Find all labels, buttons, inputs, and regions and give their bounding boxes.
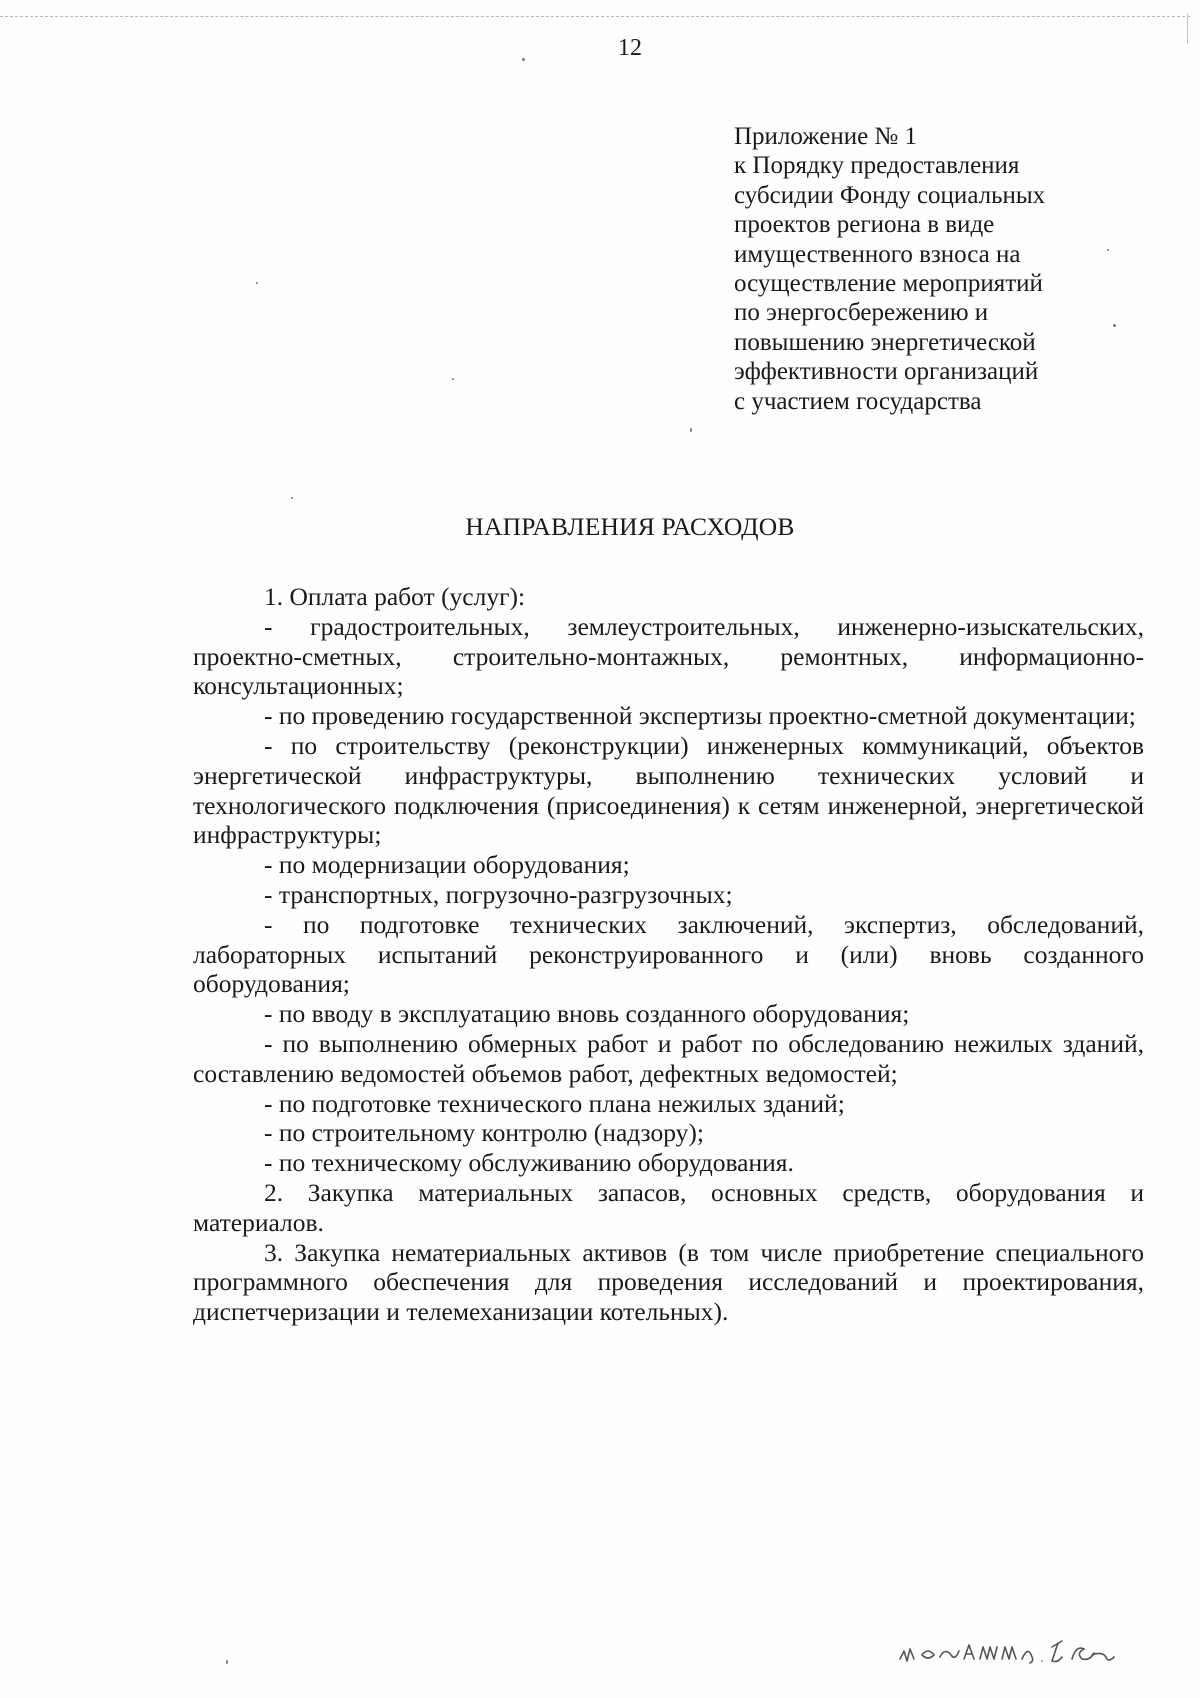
appendix-line: субсидии Фонду социальных	[734, 181, 1046, 209]
list-item: - градостроительных, землеустроительных, инженерно-изыскательских, проектно-сметных, строительно-монтажных, ремонтных, информационно-консультационных;	[193, 611, 1144, 701]
appendix-line: эффективности организаций	[734, 358, 1039, 386]
list-item: - по модернизации оборудования;	[264, 850, 630, 880]
list-item: - по подготовке технических заключений, экспертиз, обследований, лабораторных испытаний реконструированного и (или) вновь созданного оборудования;	[193, 909, 1144, 999]
list-item: - по строительному контролю (надзору);	[264, 1118, 704, 1148]
appendix-line: Приложение № 1	[734, 123, 918, 150]
list-item: - по подготовке технического плана нежилых зданий;	[264, 1088, 845, 1118]
scan-speck	[522, 58, 525, 61]
section-heading: 2. Закупка материальных запасов, основных средств, оборудования и материалов.	[193, 1177, 1144, 1237]
appendix-line: по энергосбережению и	[734, 299, 989, 327]
list-item: - по проведению государственной экспертизы проектно-сметной документации;	[264, 701, 1136, 731]
list-item: - по строительству (реконструкции) инженерных коммуникаций, объектов энергетической инфраструктуры, выполнению технических условий и технологического подключения (присоединения) к сетям инженерной, энергетической инфраструктуры;	[193, 730, 1144, 850]
scan-speck	[1107, 249, 1109, 251]
appendix-header	[734, 122, 1154, 416]
appendix-line: имущественного взноса на	[734, 240, 1021, 268]
list-item: - по выполнению обмерных работ и работ по обследованию нежилых зданий, составлению ведомостей объемов работ, дефектных ведомостей;	[193, 1028, 1144, 1088]
list-item: - транспортных, погрузочно-разгрузочных;	[264, 879, 733, 909]
scan-speck	[256, 282, 258, 284]
scan-top-edge	[0, 16, 1190, 17]
scan-speck	[1113, 324, 1116, 327]
handwritten-signature-icon	[896, 1625, 1156, 1675]
section-heading: 1. Оплата работ (услуг):	[264, 582, 526, 611]
appendix-line: проектов региона в виде	[734, 211, 995, 239]
list-item: - по техническому обслуживанию оборудования.	[264, 1148, 794, 1178]
list-item: - по вводу в эксплуатацию вновь созданного оборудования;	[264, 999, 910, 1029]
scan-speck	[291, 497, 293, 499]
section-heading: 3. Закупка нематериальных активов (в том числе приобретение специального программного обеспечения для проведения исследований и проектирования, диспетчеризации и телемеханизации котельных).	[193, 1237, 1144, 1327]
scan-speck	[452, 378, 454, 380]
appendix-line: с участием государства	[734, 387, 982, 415]
appendix-line: осуществление мероприятий	[734, 270, 1043, 298]
appendix-line: повышению энергетической	[734, 328, 1036, 356]
document-body	[193, 582, 1144, 1327]
appendix-line: к Порядку предоставления	[734, 152, 1020, 180]
scan-speck	[226, 1660, 228, 1664]
page-number: 12	[618, 35, 642, 61]
scan-speck	[690, 428, 692, 432]
document-title: НАПРАВЛЕНИЯ РАСХОДОВ	[465, 512, 795, 541]
